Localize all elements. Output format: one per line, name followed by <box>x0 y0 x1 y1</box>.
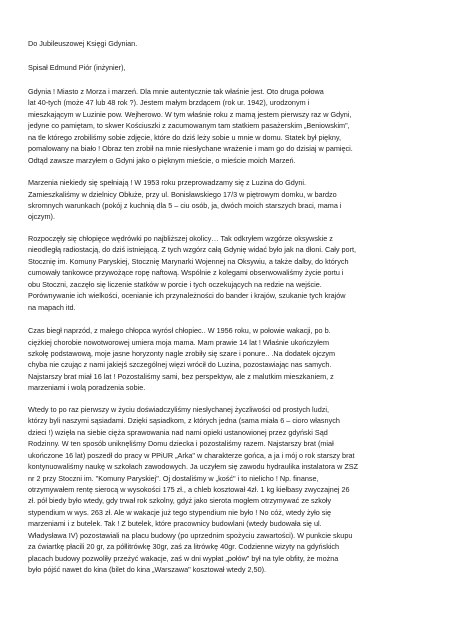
paragraph-5: Wtedy to po raz pierwszy w życiu doświadczyliśmy niesłychanej życzliwości od prostych ludzi, którzy byli naszymi sąsiadami. Dzięki sąsiadkom, z których jedna (sama miała 6 – cioro własnych dzieci !) wzięła na siebie cięża sprawowania nad nami opieki ustanowionej przez gdyński Sąd Rodzinny. W ten sposób uniknęliśmy Domu dziecka i pozostaliśmy razem. Najstarszy brat (miał ukończone 16 lat) poszedł do pracy w PPiUR „Arka" w charakterze gońca, a ja i mój o rok starszy brat kontynuowaliśmy naukę w szkołach zawodowych. Ja uczyłem się zawodu hydraulika instalatora w ZSZ nr 2 przy Stoczni im. "Komuny Paryskiej". Oj dostaliśmy w „kość" i to nielicho ! Np. finanse, otrzymywałem rentę sierocą w wysokości 175 zł., a chleb kosztował 4zł. 1 kg kiełbasy zwyczajnej 26 zł. pół biedy było wtedy, gdy trwał rok szkolny, gdyż jako sierota mogłem otrzymywać ze szkoły stypendium w wys. 263 zł. Ale w wakacje już tego stypendium nie było ! No cóż, wtedy żyło się marzeniami i z butelek. Tak ! Z butelek, które pracownicy budowlani (wtedy budowała się ul. Władysława IV) pozostawiali na placu budowy (po uprzednim spożyciu zawartości). W punkcie skupu za ćwiartkę płacili 20 gr, za półlitrówkę 30gr, zaś za litrówkę 40gr. Codzienne wizyty na gdyńskich placach budowy pozwoliły przeżyć wakacje, zaś w dni wypłat „połów" był na tyle obfity, że można było pójść nawet do kina (bilet do kina „Warszawa" kosztował wtedy 2,50). <box>28 404 359 575</box>
author-line: Spisał Edmund Piór (inżynier), <box>28 63 126 73</box>
paragraph-1: Gdynia ! Miasto z Morza i marzeń. Dla mnie autentycznie tak właśnie jest. Oto druga połowa lat 40-tych (może 47 lub 48 rok ?). Jestem małym brzdącem (rok ur. 1942), urodzonym i mieszkającym w Luzinie pow. Wejherowo. W tym właśnie roku z mamą jestem pierwszy raz w Gdyni, jedyne co pamiętam, to skwer Kościuszki z zacumowanym tam statkiem pasażerskim „Beniowskim", na tle którego zrobiliśmy sobie zdjęcie, które do dziś leży sobie u mnie w domu. Statek był piękny, pomalowany na biało ! Obraz ten zrobił na mnie niesłychane wrażenie i mam go do dzisiaj w pamięci. Odtąd zawsze marzyłem o Gdyni jako o pięknym mieście, o mieście moich Marzeń. <box>28 86 353 165</box>
paragraph-4: Czas biegł naprzód, z małego chłopca wyrósł chłopiec.. W 1956 roku, w połowie wakacji, po b. ciężkiej chorobie nowotworowej umiera moja mama. Mam prawie 14 lat ! Właśnie ukończyłem szkołę podstawową, moje jasne horyzonty nagle zrobiły się szare i ponure.. .Na dodatek ojczym chyba nie czując z nami jakiejś szczególnej więzi wrócił do Luzina, pozostawiając nas samych. Najstarszy brat miał 16 lat ! Pozostaliśmy sami, bez perspektyw, ale z malutkim mieszkaniem, z marzeniami i wolą poradzenia sobie. <box>28 326 336 393</box>
paragraph-2: Marzenia niekiedy się spełniają ! W 1953 roku przeprowadzamy się z Luzina do Gdyni. Zamieszkaliśmy w dzielnicy Obłuże, przy ul. Bonisławskiego 17/3 w piętrowym domku, w bardzo skromnych warunkach (pokój z kuchnią dla 5 – ciu osób, ja, dwóch moich starszych braci, mama i ojczym). <box>28 178 342 222</box>
paragraph-3: Rozpoczęły się chłopięce wędrówki po najbliższej okolicy… Tak odkryłem wzgórze oksywskie z nieodległą radiostacją, do dziś istniejącą. Z tych wzgórz całą Gdynię widać było jak na dłoni. Cały port, Stocznię im. Komuny Paryskiej, Stocznię Marynarki Wojennej na Oksywiu, a także dalby, do których cumowały tankowce przywożące ropę naftową. Wspólnie z kolegami obserwowaliśmy życie portu i obu Stoczni, zaczęło się liczenie statków w porcie i tych oczekujących na redzie na wejście. Porównywanie ich wielkości, ocenianie ich przynależności do bander i krajów, szukanie tych krajów na mapach itd. <box>28 233 357 312</box>
addressee-line: Do Jubileuszowej Księgi Gdynian. <box>28 39 138 48</box>
